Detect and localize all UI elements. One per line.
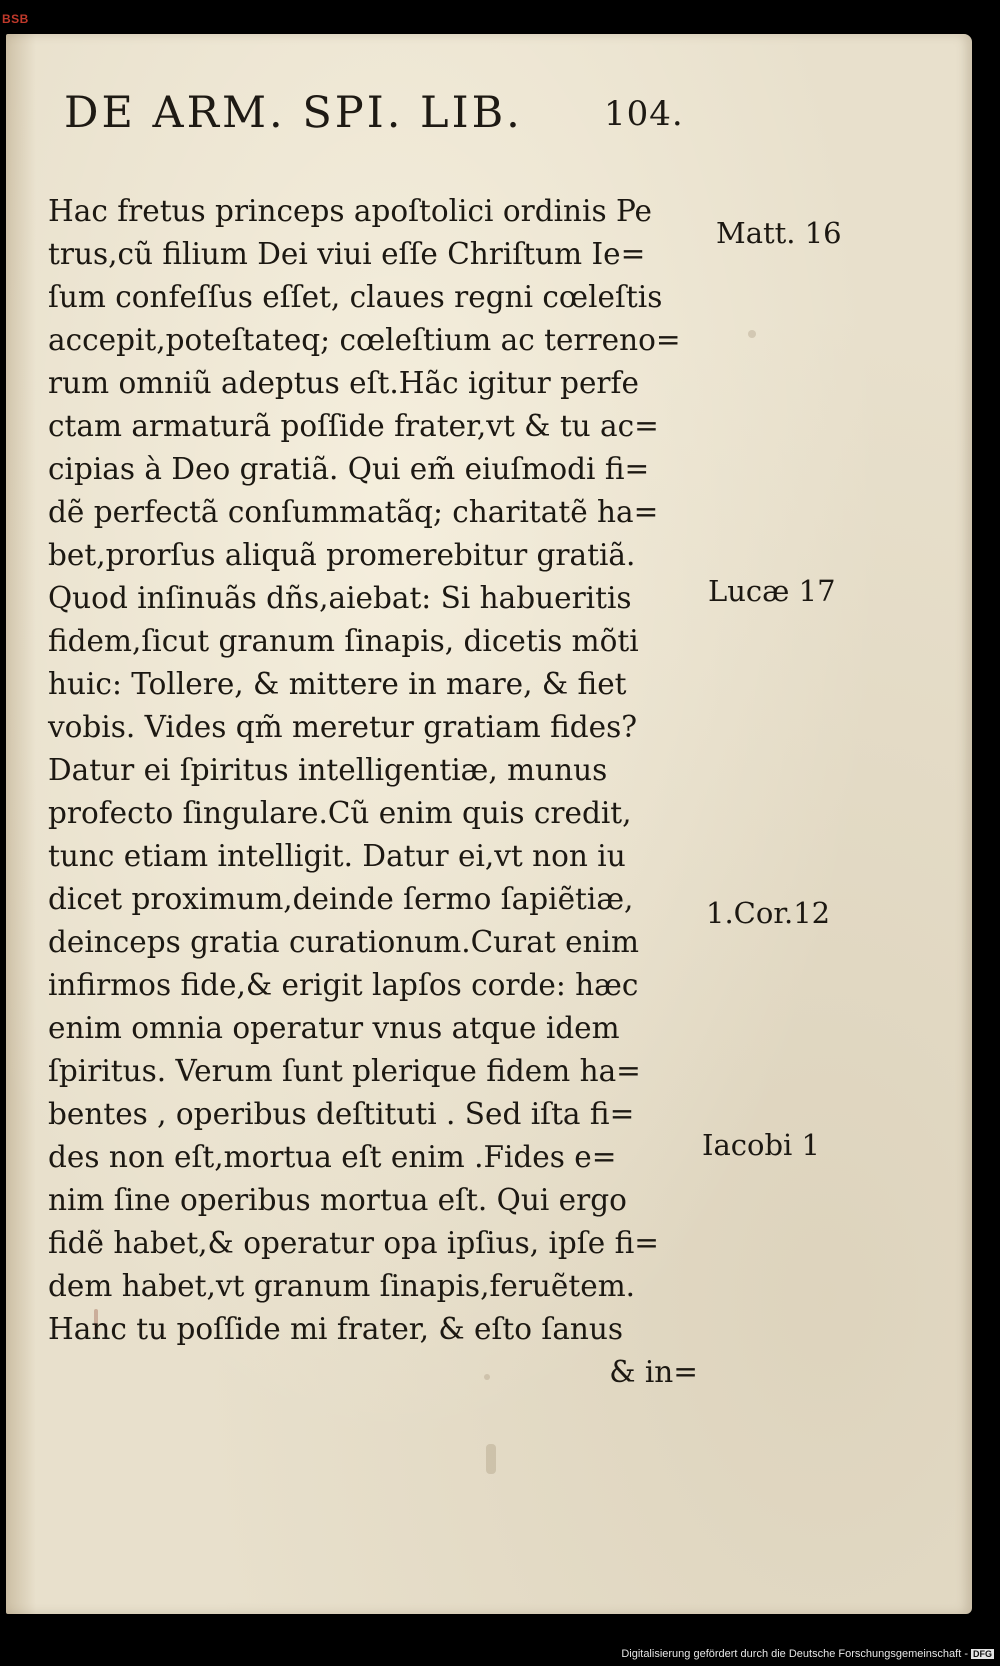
margin-note-luke: Lucæ 17 <box>708 574 836 608</box>
text-line: Datur ei ſpiritus intelligentiæ, munus <box>48 753 608 787</box>
text-line: tunc etiam intelligit. Datur ei,vt non iu <box>48 839 626 873</box>
text-line: cipias à Deo gratiã. Qui em̃ eiuſmodi fi= <box>48 452 650 486</box>
text-line: fidẽ habet,& operatur opa ipſius, ipſe fi= <box>48 1226 659 1260</box>
body-text <box>48 190 698 1394</box>
margin-note-corinthians: 1.Cor.12 <box>706 896 831 930</box>
text-line: des non eſt,mortua eſt enim .Fides e= <box>48 1140 617 1174</box>
text-line: trus,cũ filium Dei viui eſſe Chriſtum Ie= <box>48 237 646 271</box>
text-line: ctam armaturã poſſide frater,vt & tu ac= <box>48 409 659 443</box>
catchword: & in= <box>609 1355 698 1389</box>
text-line: profecto ſingulare.Cũ enim quis credit, <box>48 796 632 830</box>
text-line: bet,prorſus aliquã promerebitur gratiã. <box>48 538 636 572</box>
running-head-title: DE ARM. SPI. LIB. <box>64 88 523 138</box>
paper-stain <box>486 1444 496 1474</box>
text-line: nim ſine operibus mortua eſt. Qui ergo <box>48 1183 627 1217</box>
page-number: 104. <box>604 94 684 134</box>
text-line: infirmos fide,& erigit lapſos corde: hæc <box>48 968 639 1002</box>
text-line: dicet proximum,deinde ſermo ſapiẽtiæ, <box>48 882 634 916</box>
text-line: ſpiritus. Verum ſunt plerique fidem ha= <box>48 1054 641 1088</box>
paper-stain <box>748 330 756 338</box>
text-line: accepit,poteſtateq; cœleſtium ac terreno= <box>48 323 681 357</box>
bsb-stamp: BSB <box>2 12 29 26</box>
dfg-logo: DFG <box>973 1649 992 1659</box>
text-line: vobis. Vides qm̃ meretur gratiam fides? <box>48 710 638 744</box>
text-line: fidem,ſicut granum ſinapis, dicetis mõti <box>48 624 639 658</box>
credit-text: Digitalisierung gefördert durch die Deutsche Forschungsgemeinschaft - <box>621 1648 968 1660</box>
text-line: deinceps gratia curationum.Curat enim <box>48 925 639 959</box>
text-line: ſum confeſſus eſſet, claues regni cœleſtis <box>48 280 663 314</box>
text-line: dem habet,vt granum ſinapis,feruẽtem. <box>48 1269 636 1303</box>
text-line: Hanc tu poſſide mi frater, & eſto ſanus <box>48 1312 624 1346</box>
text-line: dẽ perfectã conſummatãq; charitatẽ ha= <box>48 495 659 529</box>
text-line: rum omniũ adeptus eſt.Hãc igitur perfe <box>48 366 639 400</box>
digitization-credit <box>621 1648 994 1660</box>
margin-note-matthew: Matt. 16 <box>716 216 842 250</box>
text-line: huic: Tollere, & mittere in mare, & fiet <box>48 667 627 701</box>
margin-note-james: Iacobi 1 <box>702 1128 820 1162</box>
running-head <box>64 88 704 148</box>
text-line: Hac fretus princeps apoſtolici ordinis Pe <box>48 194 652 228</box>
text-line: bentes , operibus deſtituti . Sed iſta fi= <box>48 1097 635 1131</box>
text-line: Quod inſinuãs dñs,aiebat: Si habueritis <box>48 581 632 615</box>
text-line: enim omnia operatur vnus atque idem <box>48 1011 620 1045</box>
